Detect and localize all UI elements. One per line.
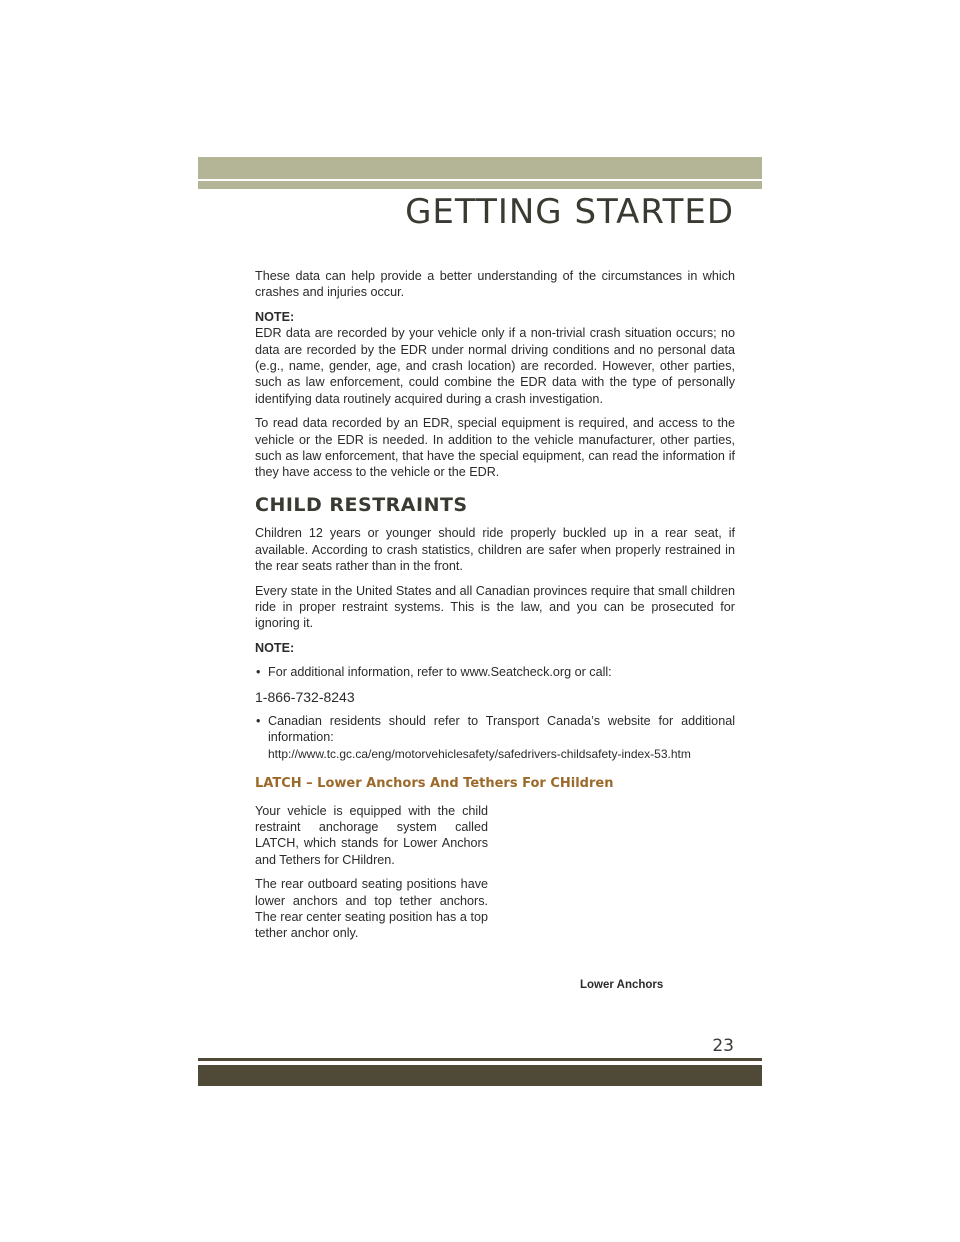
bullet-transport-canada-text: Canadian residents should refer to Transport Canada’s website for additional information:: [268, 713, 735, 745]
footer-line: [198, 1058, 762, 1061]
note-label: NOTE:: [255, 309, 295, 324]
bullet-seatcheck-text: For additional information, refer to www.Seatcheck.org or call:: [268, 665, 612, 680]
page-number: 23: [712, 1036, 734, 1056]
transport-canada-url: http://www.tc.gc.ca/eng/motorvehiclesafety/safedrivers-childsafety-index-53.htm: [268, 746, 691, 761]
latch-paragraph-2: The rear outboard seating positions have lower anchors and top tether anchors. The rear center seating position has a top tether anchor only.: [255, 877, 488, 941]
page-content: [255, 268, 735, 950]
note-label-2: NOTE:: [255, 640, 295, 655]
bullet-transport-canada: [255, 713, 735, 762]
child-restraints-paragraph-1: Children 12 years or younger should ride properly buckled up in a rear seat, if available. According to crash statistics, children are safer when properly restrained in the rear seats rather than in the front.: [255, 526, 735, 574]
section-title: GETTING STARTED: [405, 192, 734, 232]
footer-band: [198, 1065, 762, 1086]
header-band-line: [198, 181, 762, 189]
child-restraints-paragraph-2: Every state in the United States and all Canadian provinces require that small children ride in proper restraint systems. This is the law, and you can be prosecuted for ignoring it.: [255, 583, 735, 631]
header-band: [198, 157, 762, 179]
latch-paragraph-1: Your vehicle is equipped with the child restraint anchorage system called LATCH, which stands for Lower Anchors and Tethers for CHildren.: [255, 803, 488, 867]
phone-number: 1-866-732-8243: [255, 688, 355, 705]
intro-paragraph: These data can help provide a better understanding of the circumstances in which crashes and injuries occur.: [255, 269, 735, 300]
figure-caption: Lower Anchors: [580, 979, 664, 991]
bullet-seatcheck: [255, 664, 735, 680]
latch-heading: LATCH – Lower Anchors And Tethers For CHildren: [255, 776, 614, 792]
note-paragraph: EDR data are recorded by your vehicle only if a non-trivial crash situation occurs; no data are recorded by the EDR under normal driving conditions and no personal data (e.g., name, gender, age, and crash location) are recorded. However, other parties, such as law enforcement, could combine the EDR data with the type of personally identifying data routinely acquired during a crash investigation.: [255, 326, 735, 406]
child-restraints-heading: CHILD RESTRAINTS: [255, 493, 468, 516]
edr-access-paragraph: To read data recorded by an EDR, special equipment is required, and access to the vehicle or the EDR is needed. In addition to the vehicle manufacturer, other parties, such as law enforcement, that have the special equipment, can read the information if they have access to the vehicle or the EDR.: [255, 416, 735, 480]
